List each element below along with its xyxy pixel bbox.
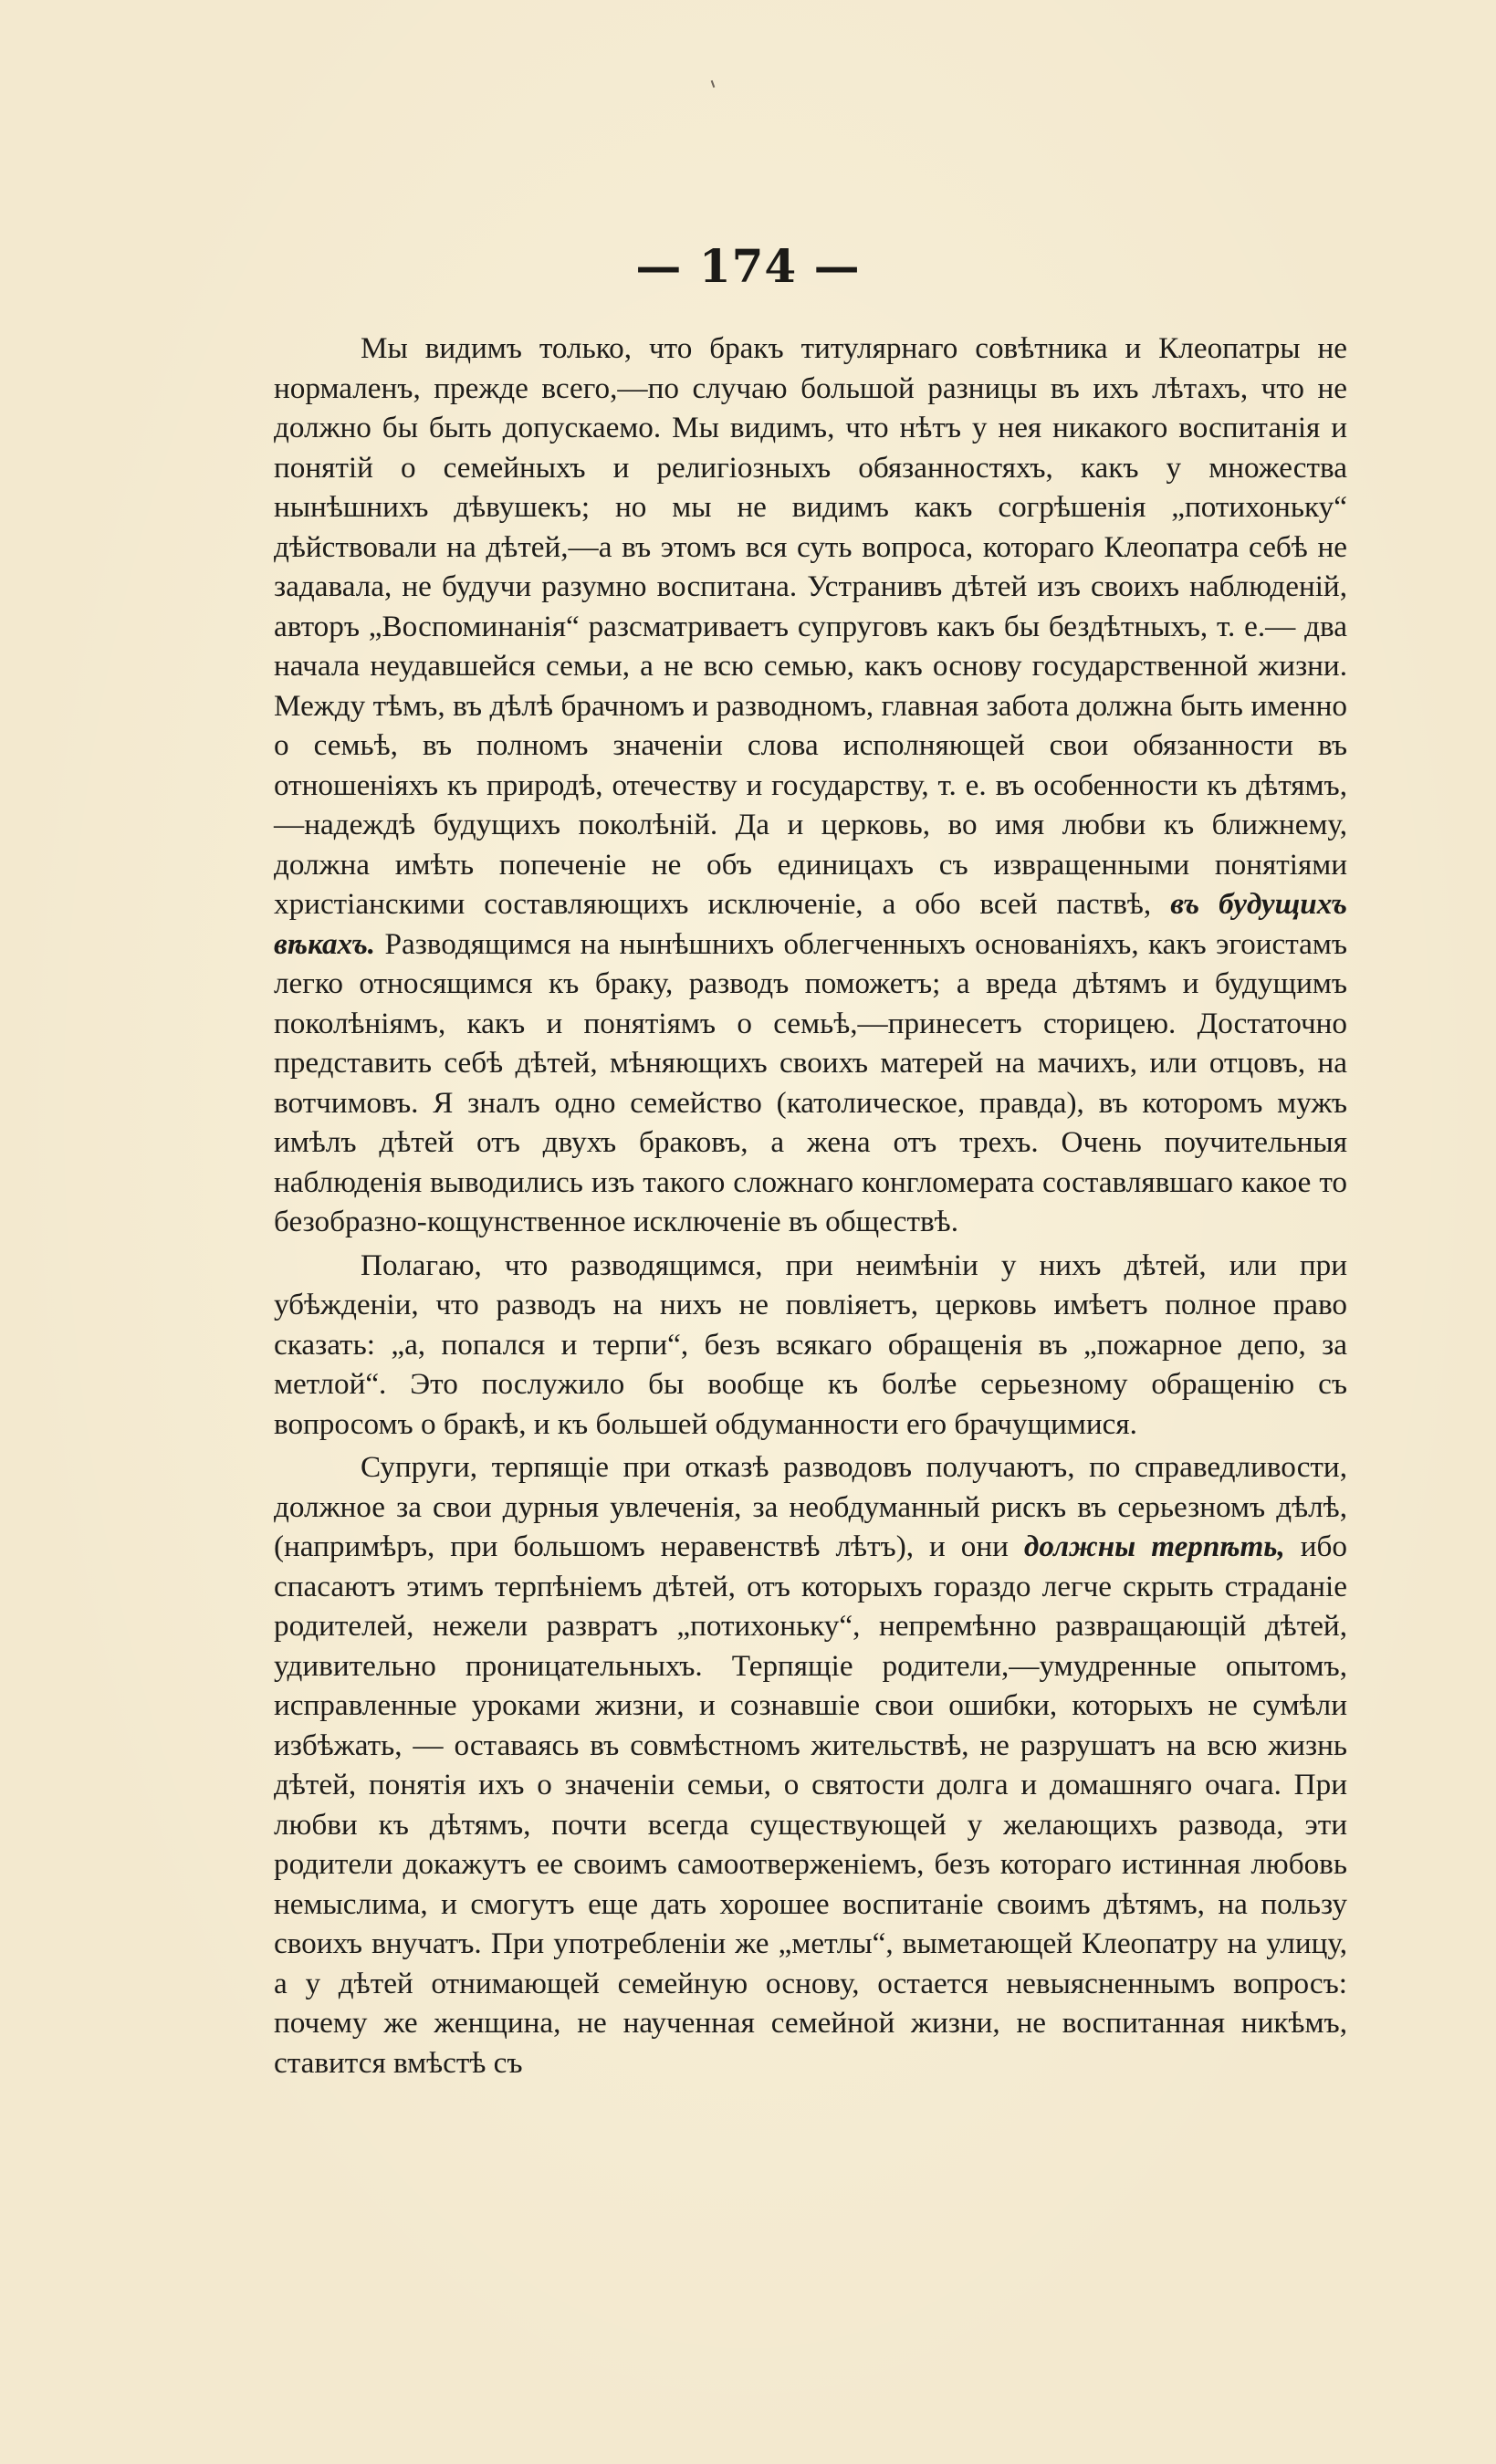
text-run: Разводящимся на нынѣшнихъ облегченныхъ основаніяхъ, какъ эгоистамъ легко относящимся къ браку, разводъ поможетъ; а вреда дѣтямъ и будущимъ поколѣніямъ, какъ и понятіямъ о семьѣ,—принесетъ сторицею. Достаточно представить себѣ дѣтей, мѣняющихъ своихъ матерей на мачихъ, или отцовъ, на вотчимовъ. Я зналъ одно семейство (католическое, правда), въ которомъ мужъ имѣлъ дѣтей отъ двухъ браковъ, а жена отъ трехъ. Очень поучительныя наблюденія выводились изъ такого сложнаго конгломерата составлявшаго какое то безобразно-кощунственное исключеніе въ обществѣ. [274,926,1347,1238]
ink-mark [711,80,716,88]
emphasis-text: въ будущихъ вѣкахъ. [274,887,1347,961]
emphasis-text: должны терпѣть, [1023,1530,1285,1563]
text-run: Супруги, терпящіе при отказѣ разводовъ получаютъ, по справедливости, должное за свои дурныя увлеченія, за необдуманный рискъ въ серьезномъ дѣлѣ, (напримѣръ, при большомъ неравенствѣ лѣтъ), и они [274,1450,1347,1563]
page-number: — 174 — [635,239,861,293]
text-run: Мы видимъ только, что бракъ титулярнаго совѣтника и Клеопатры не нормаленъ, прежде всего,—по случаю большой разницы въ ихъ лѣтахъ, что не должно бы быть допускаемо. Мы видимъ, что нѣтъ у нея никакого воспитанія и понятій о семейныхъ и религіозныхъ обязанностяхъ, какъ у множества нынѣшнихъ дѣвушекъ; но мы не видимъ какъ согрѣшенія „потихоньку“ дѣйствовали на дѣтей,—а въ этомъ вся суть вопроса, котораго Клеопатра себѣ не задавала, не будучи разумно воспитана. Устранивъ дѣтей изъ своихъ наблюденій, авторъ „Воспоминанія“ разсматриваетъ супруговъ какъ бы бездѣтныхъ, т. е.— два начала неудавшейся семьи, а не всю семью, какъ основу государственной жизни. Между тѣмъ, въ дѣлѣ брачномъ и разводномъ, главная забота должна быть именно о семьѣ, въ полномъ значеніи слова исполняющей свои обязанности въ отношеніяхъ къ природѣ, отечеству и государству, т. е. въ особенности къ дѣтямъ,—надеждѣ будущихъ поколѣній. Да и церковь, во имя любви къ ближнему, должна имѣть попеченіе не объ единицахъ съ извращенными понятіями христіанскими составляющихъ исключеніе, а обо всей паствѣ, [274,331,1347,921]
body-text [274,329,1347,2083]
paragraph-3 [274,1447,1347,2083]
paragraph-1 [274,329,1347,1242]
paragraph-2: Полагаю, что разводящимся, при неимѣніи у нихъ дѣтей, или при убѣжденіи, что разводъ на нихъ не повліяетъ, церковь имѣетъ полное право сказать: „а, попался и терпи“, безъ всякаго обращенія въ „пожарное депо, за метлой“. Это послужило бы вообще къ болѣе серьезному обращенію съ вопросомъ о бракѣ, и къ большей обдуманности его брачущимися. [274,1248,1347,1441]
text-run: ибо спасаютъ этимъ терпѣніемъ дѣтей, отъ которыхъ гораздо легче скрыть страданіе родителей, нежели развратъ „потихоньку“, непремѣнно развращающій дѣтей, удивительно проницательныхъ. Терпящіе родители,—умудренные опытомъ, исправленные уроками жизни, и сознавшіе свои ошибки, которыхъ не сумѣли избѣжать, — оставаясь въ совмѣстномъ жительствѣ, не разрушатъ на всю жизнь дѣтей, понятія ихъ о значеніи семьи, о святости долга и домашняго очага. При любви къ дѣтямъ, почти всегда существующей у желающихъ развода, эти родители докажутъ ее своимъ самоотверженіемъ, безъ котораго истинная любовь немыслима, и смогутъ еще дать хорошее воспитаніе своимъ дѣтямъ, на пользу своихъ внучатъ. При употребленіи же „метлы“, выметающей Клеопатру на улицу, а у дѣтей отнимающей семейную основу, остается невыясненнымъ вопросъ: почему же женщина, не наученная семейной жизни, не воспитанная никѣмъ, ставится вмѣстѣ съ [274,1530,1347,2080]
